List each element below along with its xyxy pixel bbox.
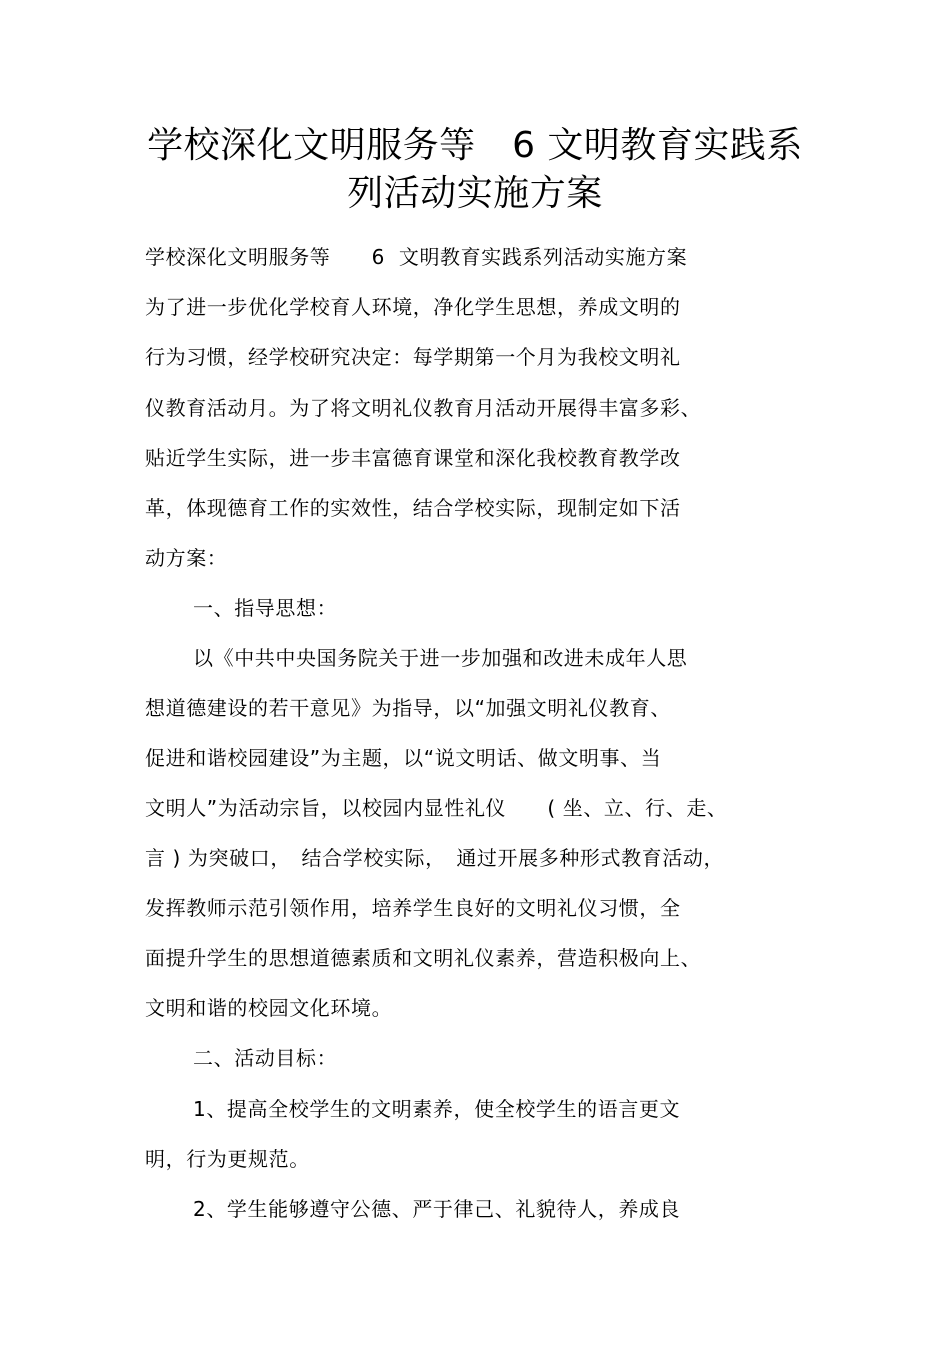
body-line: 明，行为更规范。 bbox=[145, 1147, 310, 1171]
body-line: 文明人”为活动宗旨，以校园内显性礼仪 ( 坐、立、行、走、 bbox=[145, 796, 728, 820]
body-line: 言 ) 为突破口， 结合学校实际， 通过开展多种形式教育活动， bbox=[145, 846, 725, 870]
subtitle-line: 学校深化文明服务等 6 文明教育实践系列活动实施方案 bbox=[145, 245, 688, 269]
document-title-line-1: 学校深化文明服务等 6 文明教育实践系 bbox=[147, 125, 803, 166]
body-line: 革，体现德育工作的实效性，结合学校实际，现制定如下活 bbox=[145, 496, 681, 520]
body-line: 促进和谐校园建设”为主题，以“说文明话、做文明事、当 bbox=[145, 746, 662, 770]
body-line: 1、提高全校学生的文明素养，使全校学生的语言更文 bbox=[193, 1097, 681, 1121]
body-line: 2、学生能够遵守公德、严于律己、礼貌待人，养成良 bbox=[193, 1197, 681, 1221]
body-line: 发挥教师示范引领作用，培养学生良好的文明礼仪习惯，全 bbox=[145, 896, 681, 920]
body-line: 为了进一步优化学校育人环境，净化学生思想，养成文明的 bbox=[145, 295, 681, 319]
body-line: 文明和谐的校园文化环境。 bbox=[145, 996, 393, 1020]
body-line: 以《中共中央国务院关于进一步加强和改进未成年人思 bbox=[193, 646, 688, 670]
body-line: 仪教育活动月。为了将文明礼仪教育月活动开展得丰富多彩、 bbox=[145, 396, 702, 420]
document-title-line-2: 列活动实施方案 bbox=[347, 173, 603, 214]
section-heading: 一、指导思想： bbox=[193, 596, 338, 620]
body-line: 贴近学生实际，进一步丰富德育课堂和深化我校教育教学改 bbox=[145, 446, 681, 470]
body-line: 行为习惯，经学校研究决定：每学期第一个月为我校文明礼 bbox=[145, 345, 681, 369]
section-heading: 二、活动目标： bbox=[193, 1046, 338, 1070]
body-line: 动方案： bbox=[145, 546, 228, 570]
body-line: 面提升学生的思想道德素质和文明礼仪素养，营造积极向上、 bbox=[145, 946, 702, 970]
body-line: 想道德建设的若干意见》为指导，以“加强文明礼仪教育、 bbox=[145, 696, 671, 720]
